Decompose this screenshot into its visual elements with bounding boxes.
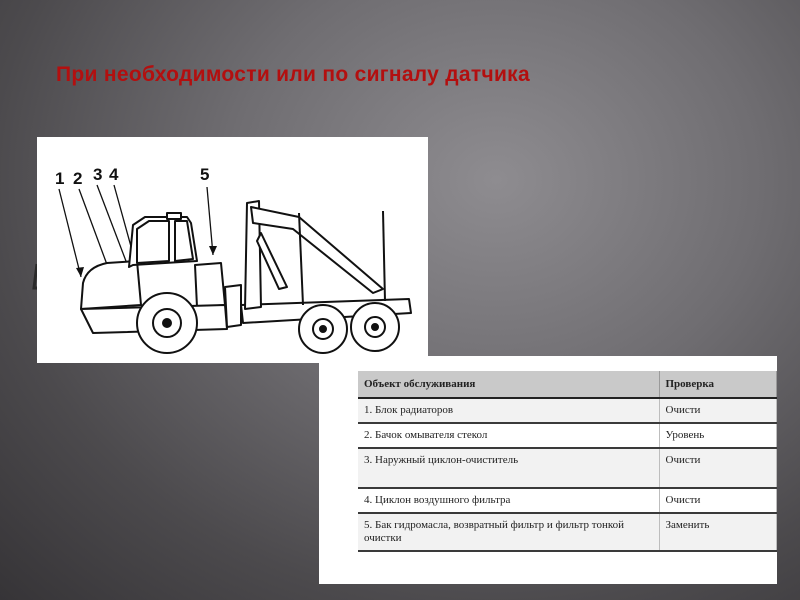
cell-object: 3. Наружный циклон-очиститель bbox=[358, 448, 659, 488]
cell-check: Очисти bbox=[659, 448, 776, 488]
cell-object: 1. Блок радиаторов bbox=[358, 398, 659, 423]
header-object: Объект обслуживания bbox=[358, 371, 659, 398]
cell-check: Очисти bbox=[659, 488, 776, 513]
callout-2: 2 bbox=[73, 169, 83, 188]
header-check: Проверка bbox=[659, 371, 776, 398]
cell-check: Уровень bbox=[659, 423, 776, 448]
callout-1: 1 bbox=[55, 169, 65, 188]
cell-object: 5. Бак гидромасла, возвратный фильтр и фильтр тонкой очистки bbox=[358, 513, 659, 551]
cell-check: Очисти bbox=[659, 398, 776, 423]
table-row bbox=[358, 488, 776, 513]
maintenance-table-panel bbox=[319, 356, 777, 584]
table-row bbox=[358, 423, 776, 448]
callout-5: 5 bbox=[200, 165, 210, 184]
cell-check: Заменить bbox=[659, 513, 776, 551]
callout-3: 3 bbox=[93, 165, 103, 184]
table-row bbox=[358, 448, 776, 488]
slide-title: При необходимости или по сигналу датчика bbox=[56, 63, 530, 86]
cell-object: 4. Циклон воздушного фильтра bbox=[358, 488, 659, 513]
cell-object: 2. Бачок омывателя стекол bbox=[358, 423, 659, 448]
table-row bbox=[358, 513, 776, 551]
forwarder-diagram bbox=[37, 137, 428, 363]
callout-4: 4 bbox=[109, 165, 119, 184]
forwarder-drawing bbox=[37, 137, 428, 363]
maintenance-table bbox=[358, 371, 777, 552]
forwarder-outline bbox=[81, 201, 411, 353]
table-header-row bbox=[358, 371, 776, 398]
table-row bbox=[358, 398, 776, 423]
